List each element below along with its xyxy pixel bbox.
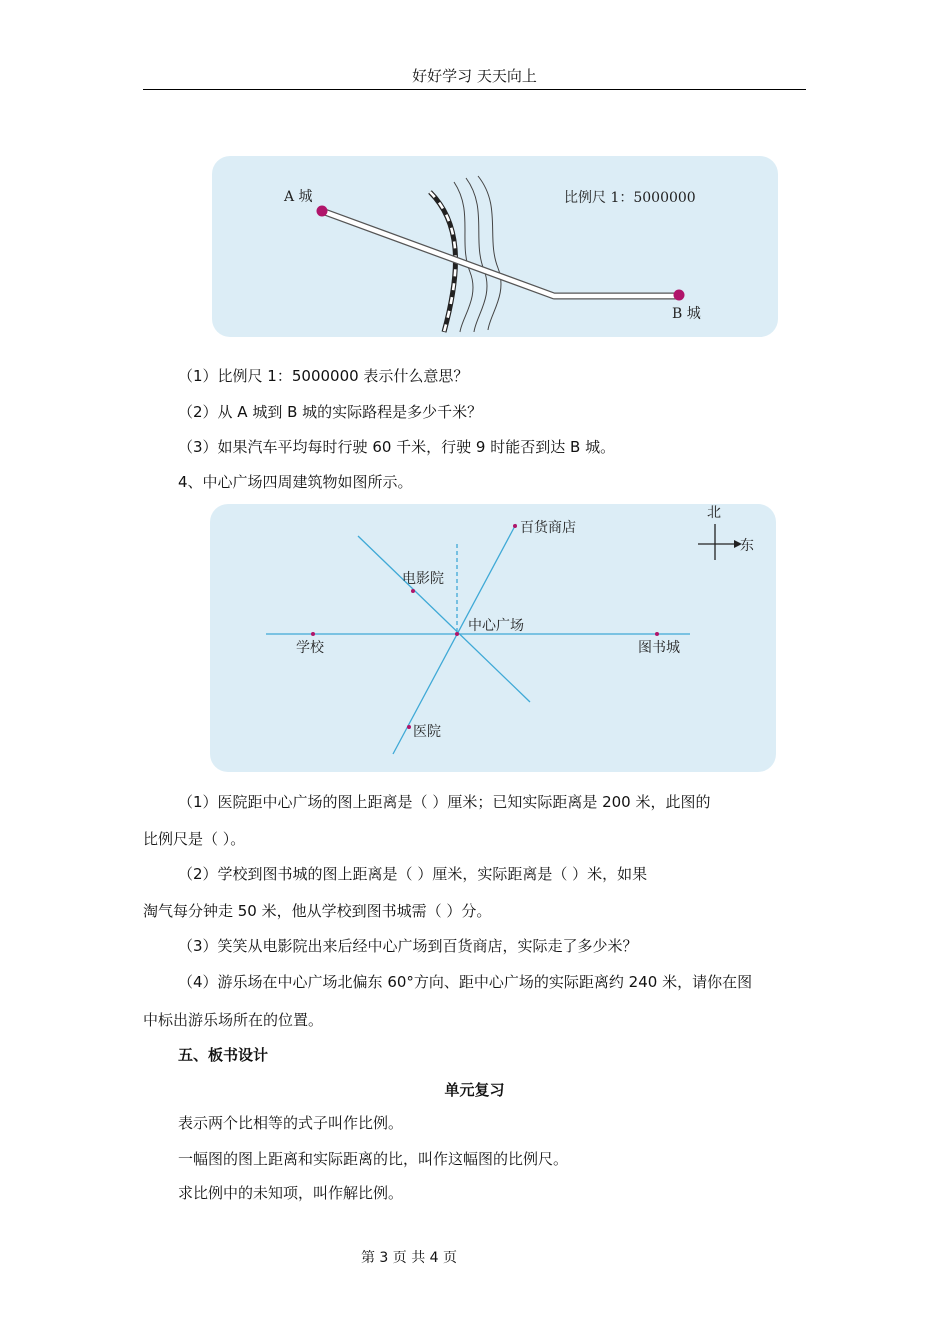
board-line-2: 一幅图的图上距离和实际距离的比，叫作这幅图的比例尺。 — [178, 1150, 569, 1168]
compass-east-label: 东 — [740, 538, 754, 554]
plaza-map-svg — [210, 504, 776, 772]
river-line-3 — [478, 176, 501, 330]
q4-question-3: （3）笑笑从电影院出来后经中心广场到百货商店，实际走了多少米？ — [178, 937, 638, 955]
bookstore-label: 图书城 — [638, 640, 680, 656]
city-b-label: B 城 — [672, 306, 701, 322]
plaza-map-figure — [210, 504, 776, 772]
page-footer: 第 3 页 共 4 页 — [360, 1250, 458, 1266]
q4-question-2-line2: 淘气每分钟走 50 米，他从学校到图书城需（ ）分。 — [143, 902, 492, 920]
section5-title: 五、板书设计 — [178, 1046, 269, 1064]
header-rule — [143, 89, 806, 90]
board-line-3: 求比例中的未知项，叫作解比例。 — [178, 1184, 404, 1202]
school-dot — [311, 632, 315, 636]
scale-label: 比例尺 1：5000000 — [564, 190, 696, 206]
q4-question-1-line1: （1）医院距中心广场的图上距离是（ ）厘米；已知实际距离是 200 米，此图的 — [178, 793, 711, 811]
store-label: 百货商店 — [520, 520, 576, 536]
city-b-dot — [674, 290, 685, 301]
board-line-1: 表示两个比相等的式子叫作比例。 — [178, 1114, 404, 1132]
city-a-label: A 城 — [284, 189, 313, 205]
page-header: 好好学习 天天向上 — [412, 67, 537, 85]
q3-question-3: （3）如果汽车平均每时行驶 60 千米，行驶 9 时能否到达 B 城。 — [178, 438, 616, 456]
q4-title: 4、中心广场四周建筑物如图所示。 — [178, 473, 413, 491]
q3-question-2: （2）从 A 城到 B 城的实际路程是多少千米？ — [178, 403, 483, 421]
school-label: 学校 — [296, 640, 324, 656]
board-title: 单元复习 — [444, 1081, 505, 1099]
cinema-dot — [411, 589, 415, 593]
city-a-dot — [317, 206, 328, 217]
q4-question-4-line2: 中标出游乐场所在的位置。 — [143, 1011, 324, 1029]
q4-question-2-line1: （2）学校到图书城的图上距离是（ ）厘米，实际距离是（ ）米，如果 — [178, 865, 648, 883]
center-dot — [455, 632, 459, 636]
compass-north-label: 北 — [707, 505, 721, 521]
q4-question-1-line2: 比例尺是（ ）。 — [143, 830, 246, 848]
hospital-dot — [407, 725, 411, 729]
bookstore-dot — [655, 632, 659, 636]
store-hospital-line — [393, 524, 516, 754]
q3-question-1: （1）比例尺 1：5000000 表示什么意思？ — [178, 367, 469, 385]
q4-question-4-line1: （4）游乐场在中心广场北偏东 60°方向、距中心广场的实际距离约 240 米，请你在图 — [178, 973, 753, 991]
cinema-label: 电影院 — [402, 571, 444, 587]
route-map-figure — [212, 156, 778, 337]
river-line-2 — [466, 178, 487, 332]
store-dot — [513, 524, 517, 528]
route-map-svg — [212, 156, 778, 337]
center-label: 中心广场 — [468, 618, 524, 634]
hospital-label: 医院 — [413, 724, 441, 740]
